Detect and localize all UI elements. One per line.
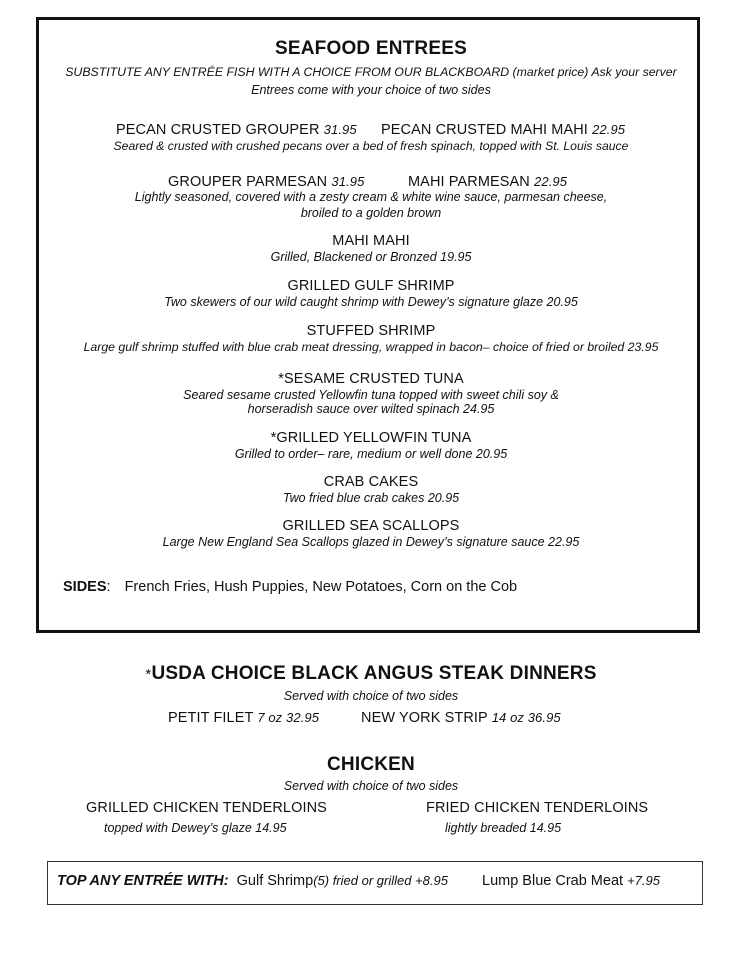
- pecan-mahi-item: [381, 122, 625, 138]
- topper-crab-name: Lump Blue Crab Meat: [482, 873, 624, 889]
- topper-line-right: [482, 873, 660, 889]
- topper-crab-price: +7.95: [627, 873, 660, 888]
- petit-filet-item: [168, 710, 319, 726]
- sesame-tuna-name: *SESAME CRUSTED TUNA: [278, 371, 464, 387]
- yellowfin-tuna-desc: Grilled to order– rare, medium or well done 20.95: [234, 447, 508, 461]
- ny-strip-detail: 14 oz 36.95: [491, 710, 561, 725]
- mahi-parmesan-name: MAHI PARMESAN: [408, 174, 530, 190]
- sea-scallops-desc: Large New England Sea Scallops glazed in Dewey’s signature sauce 22.95: [162, 535, 580, 549]
- steak-subtitle: Served with choice of two sides: [283, 689, 459, 703]
- petit-filet-name: PETIT FILET: [168, 710, 254, 726]
- sides-label: SIDES: [63, 579, 107, 595]
- sides-line: [63, 579, 517, 595]
- sides-colon: :: [106, 579, 111, 595]
- seafood-title: SEAFOOD ENTREES: [275, 38, 467, 59]
- ny-strip-name: NEW YORK STRIP: [361, 710, 488, 726]
- mahi-parmesan-item: [408, 174, 567, 190]
- grouper-parmesan-item: [168, 174, 364, 190]
- mahi-mahi-desc: Grilled, Blackened or Bronzed 19.95: [270, 250, 472, 264]
- steak-title: [0, 663, 742, 685]
- petit-filet-detail: 7 oz 32.95: [257, 710, 320, 725]
- stuffed-shrimp-desc: Large gulf shrimp stuffed with blue crab meat dressing, wrapped in bacon– choice of fried or broiled 23.95: [83, 340, 659, 354]
- grouper-parmesan-price: 31.95: [331, 174, 365, 189]
- crab-cakes-name: CRAB CAKES: [323, 474, 419, 490]
- ny-strip-item: [361, 710, 561, 726]
- fried-chicken-name: FRIED CHICKEN TENDERLOINS: [426, 800, 649, 816]
- pecan-grouper-price: 31.95: [323, 122, 357, 137]
- topper-line-left: [57, 873, 448, 889]
- pecan-grouper-item: [116, 122, 357, 138]
- topper-shrimp-detail: (5) fried or grilled +8.95: [313, 873, 448, 888]
- sesame-tuna-desc-line2: horseradish sauce over wilted spinach 24.95: [247, 402, 495, 416]
- mahi-mahi-name: MAHI MAHI: [332, 233, 410, 249]
- parmesan-desc-line2: broiled to a golden brown: [300, 206, 442, 220]
- stuffed-shrimp-name: STUFFED SHRIMP: [306, 323, 436, 339]
- seafood-note-line2: Entrees come with your choice of two sides: [251, 83, 491, 97]
- sesame-tuna-desc-line1: Seared sesame crusted Yellowfin tuna topped with sweet chili soy &: [183, 388, 559, 402]
- topper-label: TOP ANY ENTRÉE WITH:: [57, 873, 229, 889]
- parmesan-desc-line1: Lightly seasoned, covered with a zesty cream & white wine sauce, parmesan cheese,: [134, 190, 608, 204]
- chicken-subtitle: Served with choice of two sides: [283, 779, 459, 793]
- topper-shrimp-name: Gulf Shrimp: [236, 873, 314, 889]
- fried-chicken-desc: lightly breaded 14.95: [445, 821, 562, 835]
- sides-list: French Fries, Hush Puppies, New Potatoes, Corn on the Cob: [124, 579, 518, 595]
- grilled-chicken-desc: topped with Dewey’s glaze 14.95: [104, 821, 287, 835]
- crab-cakes-desc: Two fried blue crab cakes 20.95: [282, 491, 460, 505]
- mahi-parmesan-price: 22.95: [534, 174, 568, 189]
- pecan-mahi-name: PECAN CRUSTED MAHI MAHI: [381, 122, 588, 138]
- steak-asterisk: *: [145, 666, 152, 683]
- yellowfin-tuna-name: *GRILLED YELLOWFIN TUNA: [270, 430, 472, 446]
- sea-scallops-name: GRILLED SEA SCALLOPS: [282, 518, 460, 534]
- pecan-desc: Seared & crusted with crushed pecans over a bed of fresh spinach, topped with St. Louis sauce: [113, 139, 629, 153]
- gulf-shrimp-name: GRILLED GULF SHRIMP: [287, 278, 455, 294]
- grouper-parmesan-name: GROUPER PARMESAN: [168, 174, 328, 190]
- gulf-shrimp-desc: Two skewers of our wild caught shrimp with Dewey’s signature glaze 20.95: [164, 295, 578, 309]
- chicken-title: CHICKEN: [327, 754, 415, 775]
- grilled-chicken-name: GRILLED CHICKEN TENDERLOINS: [86, 800, 327, 816]
- steak-title-text: USDA CHOICE BLACK ANGUS STEAK DINNERS: [151, 663, 597, 684]
- seafood-note-line1: SUBSTITUTE ANY ENTRÉE FISH WITH A CHOICE FROM OUR BLACKBOARD (market price) Ask your server: [65, 65, 677, 79]
- pecan-grouper-name: PECAN CRUSTED GROUPER: [116, 122, 320, 138]
- pecan-mahi-price: 22.95: [592, 122, 626, 137]
